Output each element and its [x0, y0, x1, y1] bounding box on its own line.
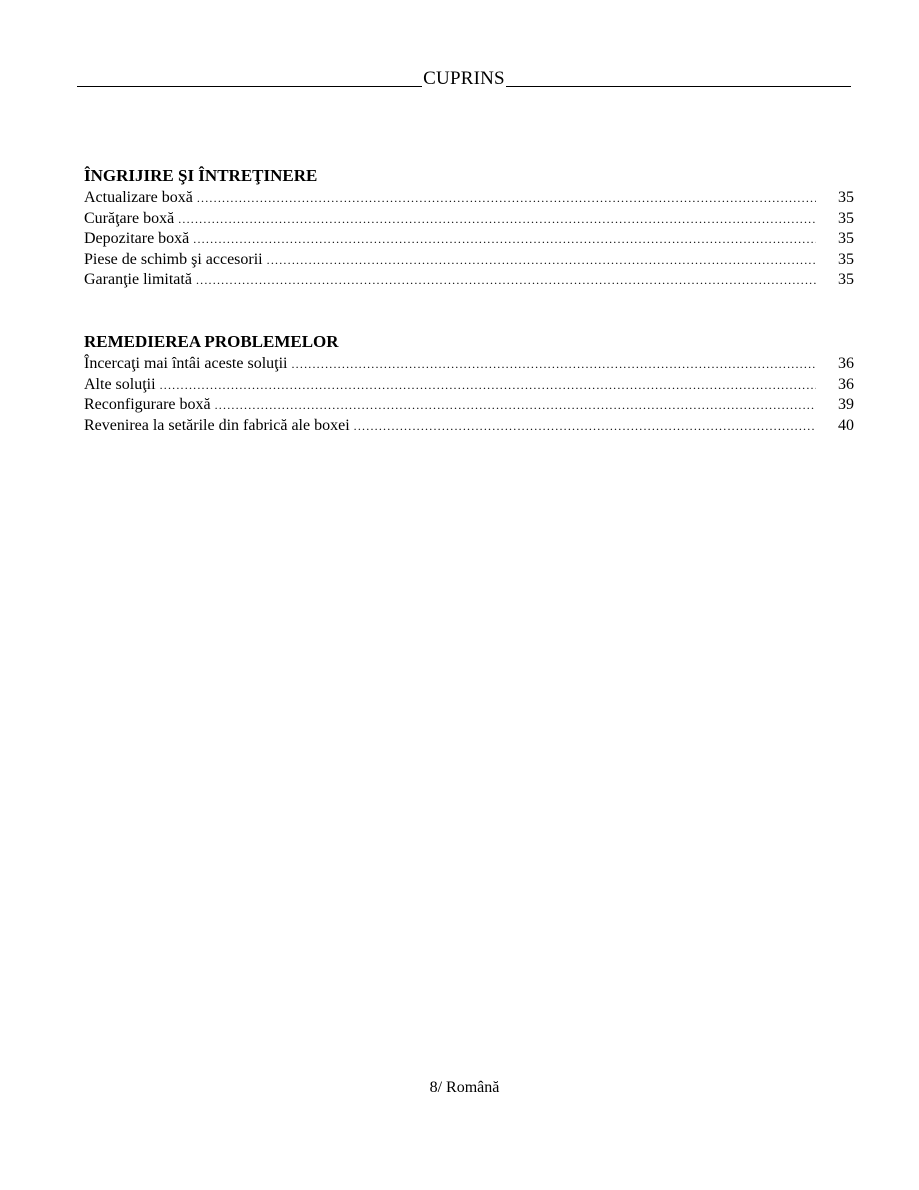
toc-entry-page: 35 — [838, 189, 854, 206]
page-number-label: 8/ Română — [429, 1079, 500, 1096]
toc-entry[interactable] — [84, 416, 854, 437]
toc-section-troubleshooting — [84, 332, 854, 436]
dot-leader — [215, 395, 816, 415]
dot-leader — [197, 188, 816, 208]
section-title: ÎNGRIJIRE ŞI ÎNTREŢINERE — [84, 166, 318, 185]
toc-entry-label: Actualizare boxă — [84, 189, 193, 206]
toc-entry-label: Depozitare boxă — [84, 230, 190, 248]
dot-leader — [193, 229, 816, 249]
toc-entry[interactable] — [84, 209, 854, 230]
dot-leader — [196, 270, 816, 290]
dot-leader — [291, 354, 816, 374]
header-rule-left — [77, 86, 422, 87]
toc-section-care — [84, 166, 854, 291]
toc-entry-page: 35 — [838, 230, 854, 248]
page-title: CUPRINS — [423, 68, 505, 89]
toc-entry-page: 35 — [838, 250, 854, 268]
page-header — [77, 66, 851, 90]
toc-entry-label: Încercaţi mai întâi aceste soluţii — [84, 355, 288, 372]
toc-entry[interactable] — [84, 250, 854, 271]
dot-leader — [267, 250, 816, 270]
dot-leader — [160, 375, 816, 395]
toc-entry-page: 36 — [838, 355, 854, 372]
dot-leader — [354, 416, 816, 436]
toc-entry[interactable] — [84, 188, 854, 209]
toc-entry-label: Garanţie limitată — [84, 271, 192, 289]
toc-entry-page: 35 — [838, 271, 854, 289]
toc-entry-label: Revenirea la setările din fabrică ale boxei — [84, 416, 350, 434]
dot-leader — [178, 209, 816, 229]
toc-entry-page: 39 — [838, 396, 854, 414]
section-title: REMEDIEREA PROBLEMELOR — [84, 332, 339, 351]
toc-entry-page: 36 — [838, 375, 854, 393]
toc-entry[interactable] — [84, 354, 854, 375]
toc-entry-label: Curăţare boxă — [84, 209, 175, 227]
page-footer — [0, 1078, 919, 1098]
header-rule-right — [506, 86, 851, 87]
toc-entry-label: Piese de schimb şi accesorii — [84, 250, 263, 268]
toc-entry[interactable] — [84, 270, 854, 291]
toc-entry[interactable] — [84, 229, 854, 250]
toc-entry-label: Reconfigurare boxă — [84, 396, 211, 414]
toc-entry[interactable] — [84, 375, 854, 396]
toc-entry[interactable] — [84, 395, 854, 416]
toc-entry-page: 35 — [838, 209, 854, 227]
toc-entry-page: 40 — [838, 416, 854, 434]
toc-entry-label: Alte soluţii — [84, 375, 156, 393]
